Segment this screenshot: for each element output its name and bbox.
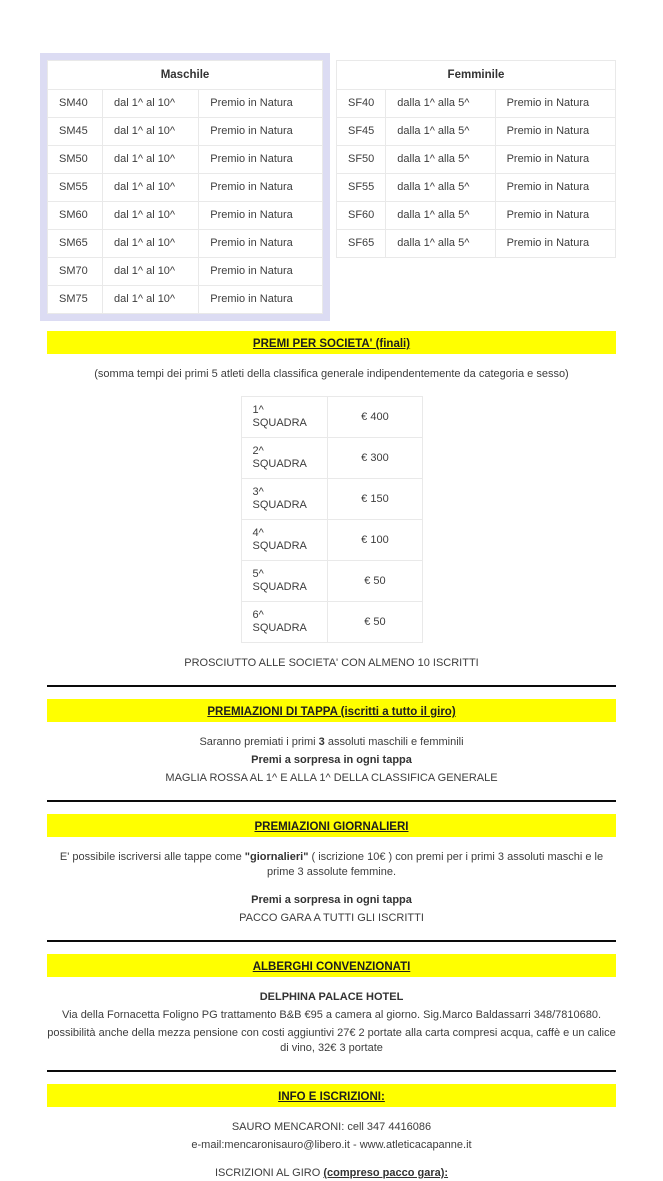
section-heading-label: PREMI PER SOCIETA' (finali) <box>252 338 411 350</box>
table-row <box>337 90 616 118</box>
femminile-table <box>336 60 616 258</box>
text-run-bold: "giornalieri" <box>244 851 309 863</box>
table-cell: SM70 <box>48 258 103 286</box>
text-run-bold-underline: (compreso pacco gara): <box>323 1167 449 1179</box>
table-cell: Premio in Natura <box>199 118 323 146</box>
table-cell: dal 1^ al 10^ <box>103 90 199 118</box>
table-cell: SF50 <box>337 146 386 174</box>
premi-societa-subtitle: (somma tempi dei primi 5 atleti della classifica generale indipendentemente da categoria e sesso) <box>94 368 569 380</box>
section-heading-label: ALBERGHI CONVENZIONATI <box>252 961 411 973</box>
table-row <box>241 479 422 520</box>
section-heading-premiazioni-tappa <box>47 699 616 722</box>
table-cell: € 400 <box>328 397 422 438</box>
premiazioni-giornalieri-line3: PACCO GARA A TUTTI GLI ISCRITTI <box>239 912 424 924</box>
table-row <box>241 397 422 438</box>
table-cell: dal 1^ al 10^ <box>103 230 199 258</box>
table-cell: Premio in Natura <box>495 90 615 118</box>
table-cell: dal 1^ al 10^ <box>103 286 199 314</box>
table-row <box>337 174 616 202</box>
table-cell: dalla 1^ alla 5^ <box>386 90 495 118</box>
table-cell: SM65 <box>48 230 103 258</box>
table-row <box>241 561 422 602</box>
premiazioni-tappa-line1 <box>47 735 616 750</box>
table-cell: 2^ SQUADRA <box>241 438 328 479</box>
table-cell: Premio in Natura <box>495 230 615 258</box>
table-row <box>48 118 323 146</box>
table-cell: 6^ SQUADRA <box>241 602 328 643</box>
table-cell: dalla 1^ alla 5^ <box>386 118 495 146</box>
table-cell: Premio in Natura <box>199 174 323 202</box>
table-cell: dalla 1^ alla 5^ <box>386 174 495 202</box>
table-row <box>48 286 323 314</box>
hotel-address-line: Via della Fornacetta Foligno PG trattamento B&B €95 a camera al giorno. Sig.Marco Baldassarri 348/7810680. <box>61 1009 602 1021</box>
table-cell: SM60 <box>48 202 103 230</box>
text-run: ISCRIZIONI AL GIRO <box>214 1167 324 1179</box>
contact-line: SAURO MENCARONI: cell 347 4416086 <box>231 1121 432 1133</box>
text-run: E' possibile iscriversi alle tappe come <box>59 851 245 863</box>
section-divider <box>47 800 616 802</box>
table-cell: SM75 <box>48 286 103 314</box>
table-cell: Premio in Natura <box>199 146 323 174</box>
table-cell: Premio in Natura <box>495 202 615 230</box>
table-cell: € 100 <box>328 520 422 561</box>
table-cell: 1^ SQUADRA <box>241 397 328 438</box>
email-website-line: e-mail:mencaronisauro@libero.it - www.atleticacapanne.it <box>191 1139 472 1151</box>
table-cell: SM50 <box>48 146 103 174</box>
premiazioni-giornalieri-line2: Premi a sorpresa in ogni tappa <box>251 894 412 906</box>
table-cell: Premio in Natura <box>199 286 323 314</box>
text-run: ( iscrizione 10€ ) con premi per i primi 3 assoluti maschi e le prime 3 assolute femmine. <box>267 851 604 878</box>
squadre-prize-table-body <box>241 397 422 643</box>
table-cell: SF60 <box>337 202 386 230</box>
table-cell: Premio in Natura <box>495 146 615 174</box>
premiazioni-tappa-line2: Premi a sorpresa in ogni tappa <box>251 754 412 766</box>
section-divider <box>47 1070 616 1072</box>
table-cell: SF45 <box>337 118 386 146</box>
table-row <box>48 258 323 286</box>
table-header-row <box>337 61 616 90</box>
maschile-table-body <box>48 90 323 314</box>
table-row <box>337 118 616 146</box>
table-cell: dalla 1^ alla 5^ <box>386 230 495 258</box>
section-divider <box>47 685 616 687</box>
category-tables-row <box>47 60 616 321</box>
table-row <box>48 202 323 230</box>
table-cell: dalla 1^ alla 5^ <box>386 202 495 230</box>
section-heading-alberghi <box>47 954 616 977</box>
table-cell: Premio in Natura <box>495 174 615 202</box>
table-cell: 4^ SQUADRA <box>241 520 328 561</box>
hotel-name: DELPHINA PALACE HOTEL <box>259 991 404 1003</box>
table-cell: dalla 1^ alla 5^ <box>386 146 495 174</box>
text-run-bold: 3 <box>318 736 325 748</box>
table-row <box>48 174 323 202</box>
table-row <box>241 520 422 561</box>
iscrizioni-giro-line <box>47 1166 616 1181</box>
table-cell: SM55 <box>48 174 103 202</box>
table-cell: € 50 <box>328 602 422 643</box>
section-heading-info-iscrizioni <box>47 1084 616 1107</box>
table-cell: SF65 <box>337 230 386 258</box>
table-row <box>48 90 323 118</box>
table-cell: € 300 <box>328 438 422 479</box>
section-heading-label: INFO E ISCRIZIONI: <box>278 1091 385 1103</box>
squadre-prize-table-wrap <box>241 396 423 643</box>
maschile-table-block <box>40 53 330 321</box>
femminile-table-body <box>337 90 616 258</box>
section-heading-premiazioni-giornalieri <box>47 814 616 837</box>
table-cell: Premio in Natura <box>199 258 323 286</box>
premi-societa-note: PROSCIUTTO ALLE SOCIETA' CON ALMENO 10 ISCRITTI <box>184 657 479 669</box>
table-cell: dal 1^ al 10^ <box>103 258 199 286</box>
table-cell: SF40 <box>337 90 386 118</box>
section-divider <box>47 940 616 942</box>
squadre-prize-table <box>241 396 423 643</box>
table-row <box>241 602 422 643</box>
text-run: Saranno premiati i primi <box>199 736 319 748</box>
table-cell: dal 1^ al 10^ <box>103 174 199 202</box>
table-cell: dal 1^ al 10^ <box>103 118 199 146</box>
hotel-extra-line: possibilità anche della mezza pensione con costi aggiuntivi 27€ 2 portate alla carta compresi acqua, caffè e un calice di vino, 32€ 3 portate <box>47 1027 616 1054</box>
table-cell: Premio in Natura <box>199 202 323 230</box>
premiazioni-tappa-line3: MAGLIA ROSSA AL 1^ E ALLA 1^ DELLA CLASSIFICA GENERALE <box>165 772 498 784</box>
text-run: assoluti maschili e femminili <box>324 736 464 748</box>
table-cell: SM45 <box>48 118 103 146</box>
table-cell: SM40 <box>48 90 103 118</box>
table-row <box>241 438 422 479</box>
premiazioni-giornalieri-body <box>47 850 616 880</box>
table-row <box>48 146 323 174</box>
table-header-row <box>48 61 323 90</box>
section-heading-label: PREMIAZIONI GIORNALIERI <box>254 821 409 833</box>
table-cell: Premio in Natura <box>199 230 323 258</box>
table-row <box>337 202 616 230</box>
section-heading-premi-societa <box>47 331 616 354</box>
maschile-table <box>47 60 323 314</box>
table-cell: Premio in Natura <box>199 90 323 118</box>
table-cell: Premio in Natura <box>495 118 615 146</box>
table-cell: SF55 <box>337 174 386 202</box>
table-cell: 3^ SQUADRA <box>241 479 328 520</box>
femminile-table-title: Femminile <box>337 61 616 90</box>
table-cell: dal 1^ al 10^ <box>103 146 199 174</box>
table-cell: € 150 <box>328 479 422 520</box>
table-row <box>48 230 323 258</box>
table-cell: dal 1^ al 10^ <box>103 202 199 230</box>
maschile-table-title: Maschile <box>48 61 323 90</box>
section-heading-label: PREMIAZIONI DI TAPPA (iscritti a tutto il giro) <box>207 706 456 718</box>
table-row <box>337 230 616 258</box>
table-cell: 5^ SQUADRA <box>241 561 328 602</box>
table-row <box>337 146 616 174</box>
table-cell: € 50 <box>328 561 422 602</box>
femminile-table-block <box>336 60 616 258</box>
